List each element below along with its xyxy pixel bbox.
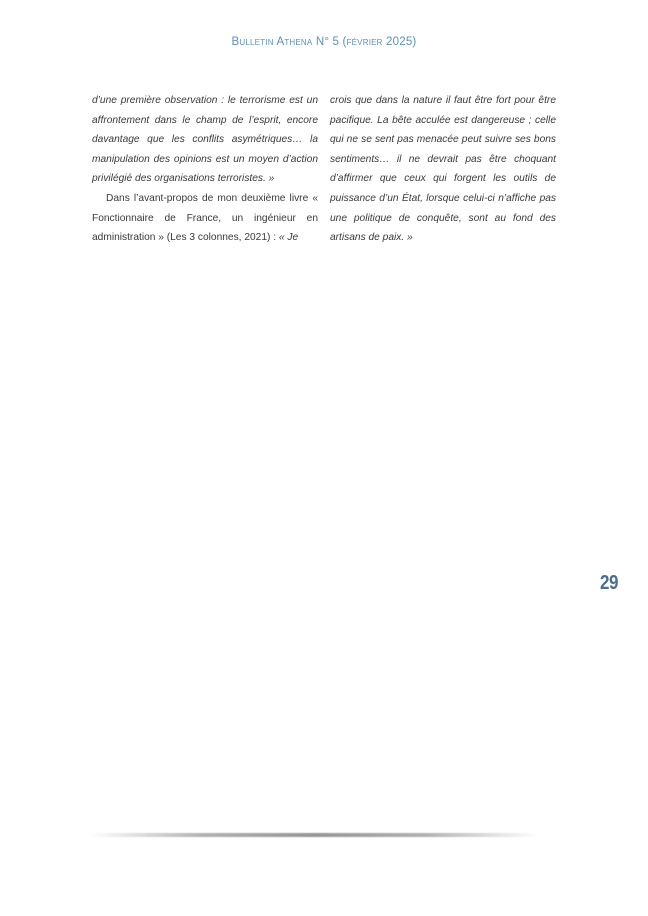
left-column: [92, 91, 318, 248]
footer-divider: [90, 833, 538, 837]
running-header: Bulletin Athena N° 5 (février 2025): [231, 36, 417, 48]
quote-body: crois que dans la nature il faut être fort pour être pacifique. La bête acculée est dangereuse ; celle qui ne se sent pas menacée peut suivre ses bons sentiments… il ne devrait pas être choquant d’affirmer que ceux qui forgent les outils de puissance d’un État, lorsque celui-ci n’affiche pas une politique de conquête, sont au fond des artisans de paix. »: [330, 95, 556, 244]
right-column: [330, 91, 556, 248]
page-number: 29: [600, 572, 619, 594]
quote-continuation: d’une première observation : le terrorisme est un affrontement dans le champ de l’esprit, encore davantage que les conflits asymétriques… la manipulation des opinions est un moyen d’action privilégié des organisations terroristes. »: [92, 95, 318, 185]
paragraph-text: Dans l’avant-propos de mon deuxième livre « Fonctionnaire de France, un ingénieur en administration » (Les 3 colonnes, 2021) :: [92, 192, 318, 244]
body-paragraph: [92, 189, 318, 248]
quote-opening: « Je: [278, 232, 299, 244]
